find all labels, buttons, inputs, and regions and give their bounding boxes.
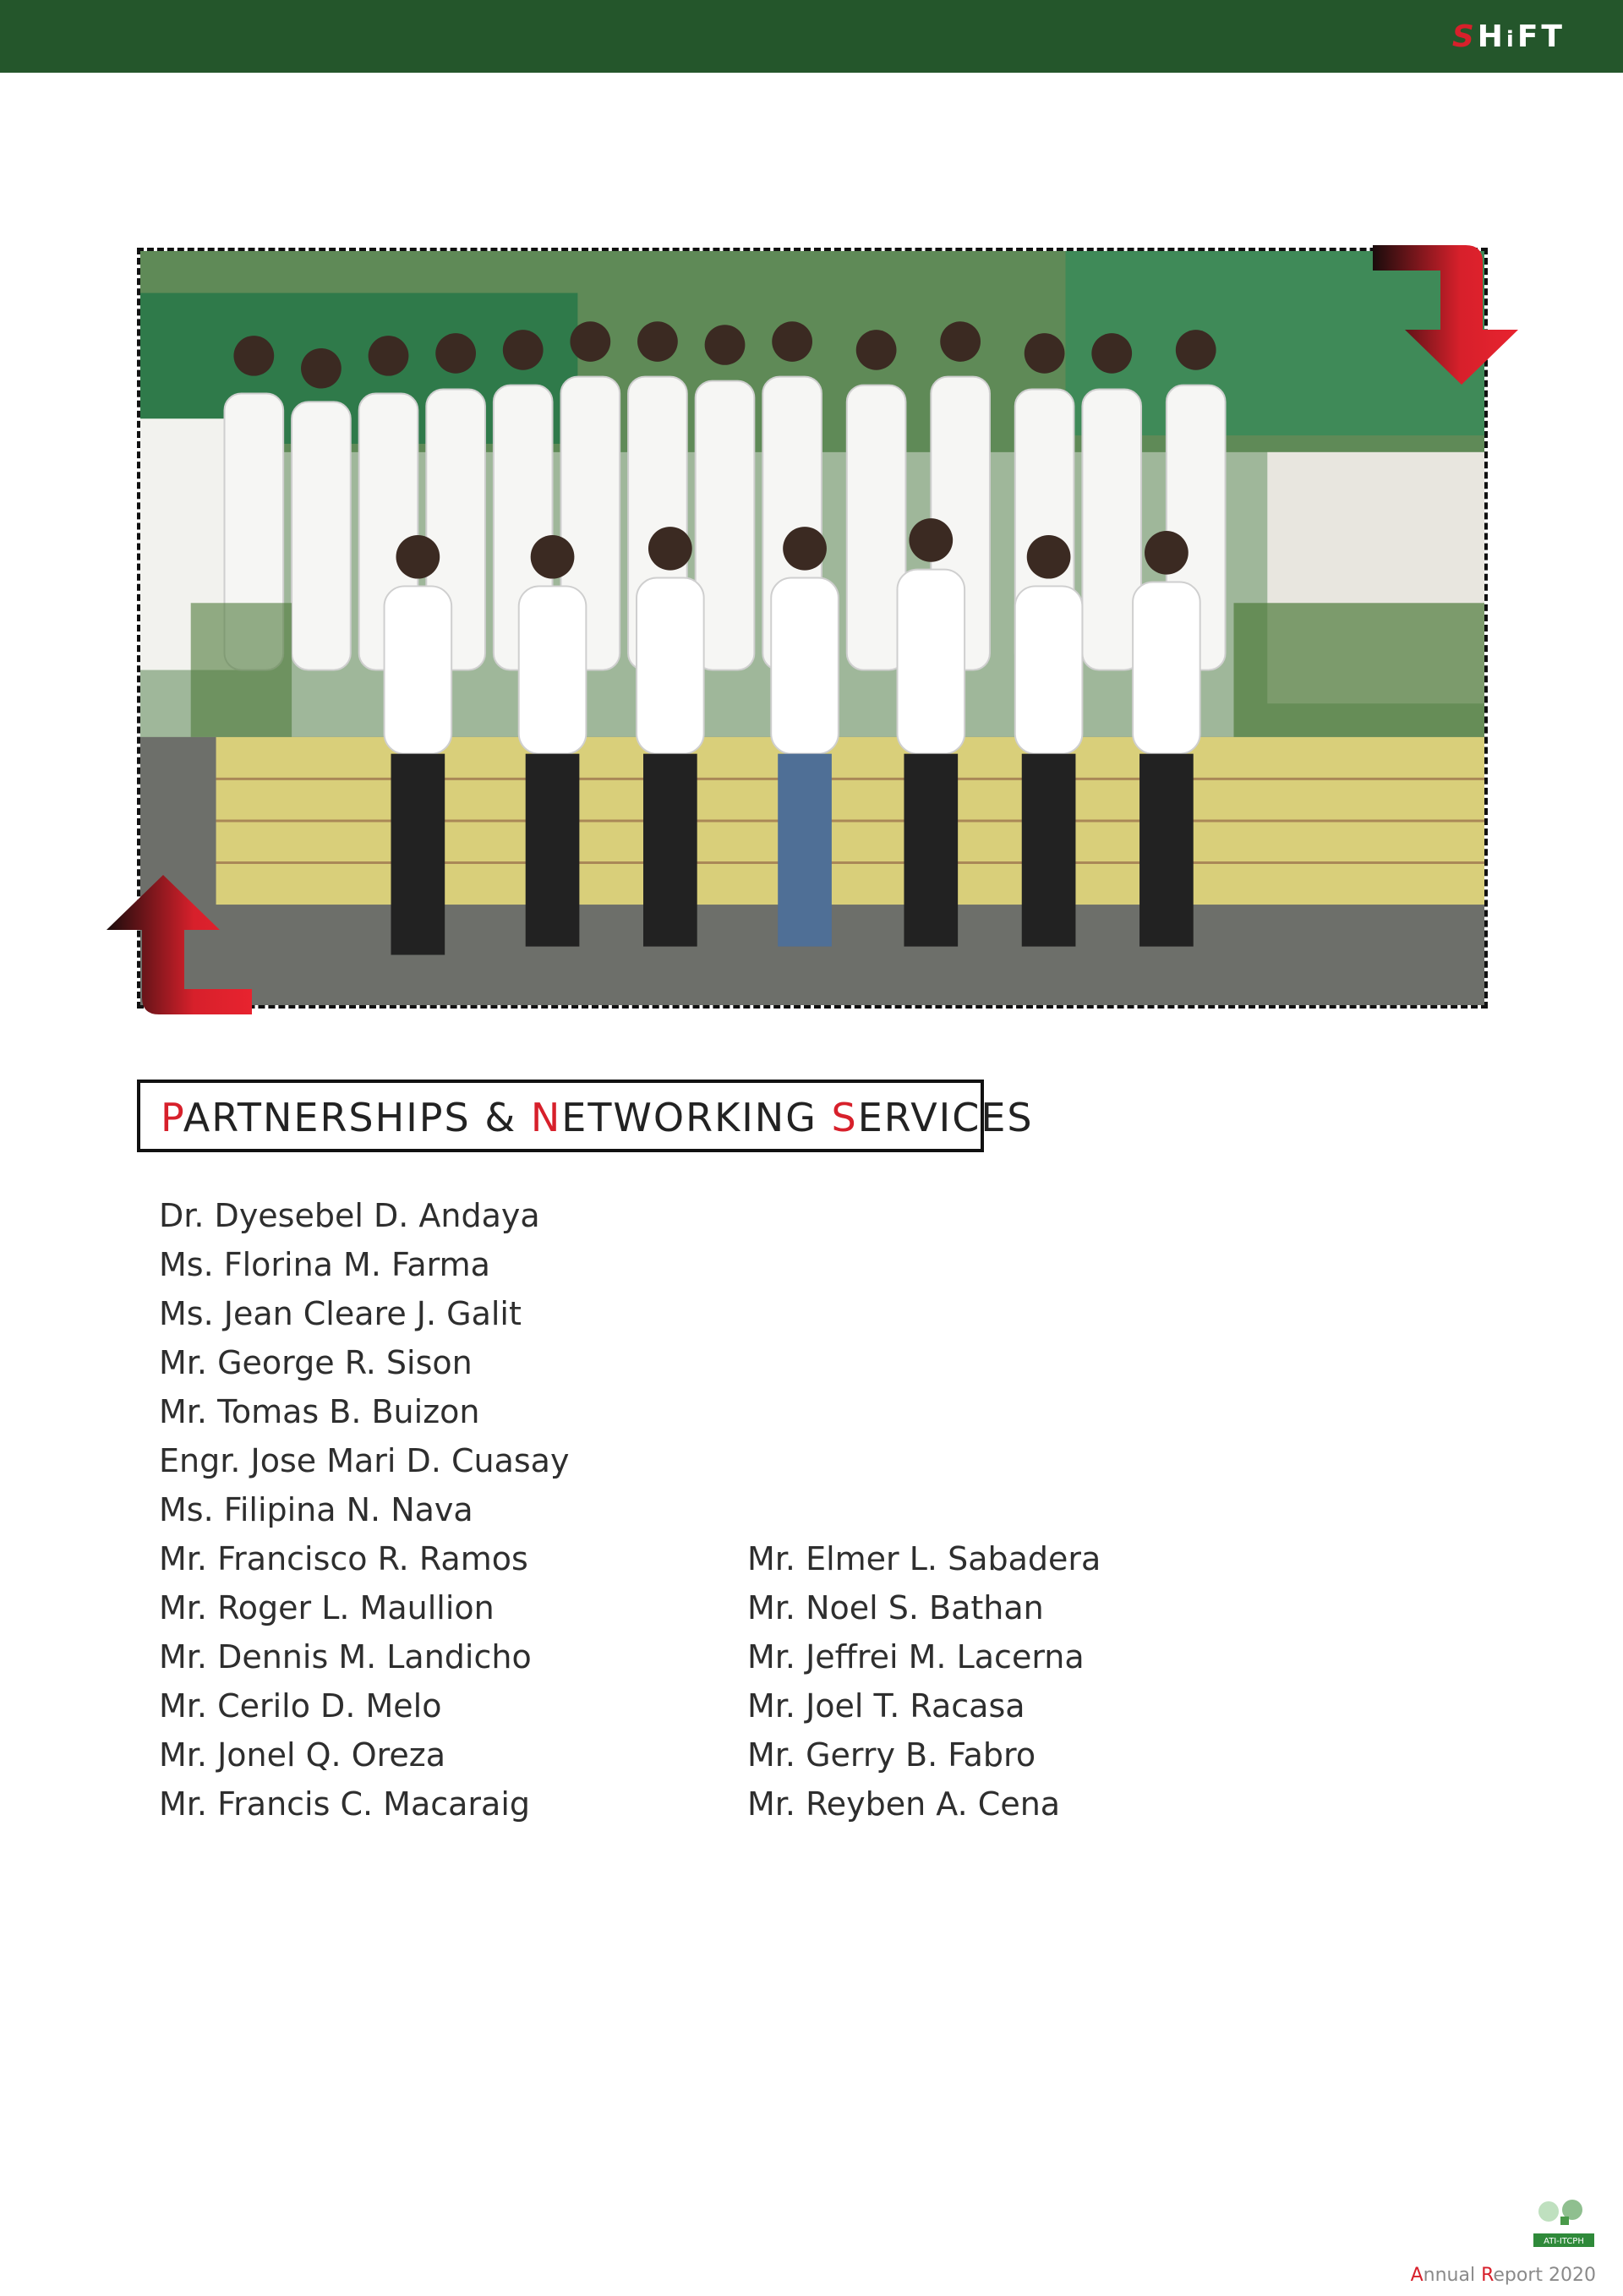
- header-bar: [0, 0, 1623, 73]
- title-part-1: ARTNERSHIPS &: [183, 1095, 531, 1140]
- footer-nnual: nnual: [1423, 2265, 1482, 2286]
- brand-letter-i: i: [1506, 27, 1517, 52]
- footer-a: A: [1410, 2265, 1424, 2286]
- staff-name: Ms. Filipina N. Nava: [159, 1491, 473, 1528]
- staff-name: Mr. Roger L. Maullion: [159, 1589, 495, 1626]
- ati-logo-icon: [1530, 2198, 1598, 2257]
- staff-name: Mr. Elmer L. Sabadera: [747, 1540, 1101, 1577]
- brand-logo: [1452, 19, 1566, 56]
- staff-name: Mr. Dennis M. Landicho: [159, 1638, 532, 1676]
- title-part-2: ETWORKING: [561, 1095, 832, 1140]
- staff-name: Mr. Cerilo D. Melo: [159, 1687, 442, 1725]
- logo-label: ATI-ITCPH: [1544, 2237, 1584, 2246]
- staff-name: Mr. Reyben A. Cena: [747, 1785, 1061, 1823]
- section-title: [161, 1095, 1034, 1140]
- staff-name: Mr. Francisco R. Ramos: [159, 1540, 528, 1577]
- arrow-up-icon: [100, 871, 252, 1014]
- title-initial-n: N: [530, 1095, 562, 1140]
- staff-name: Dr. Dyesebel D. Andaya: [159, 1197, 540, 1234]
- title-initial-s: S: [831, 1095, 858, 1140]
- title-initial-p: P: [161, 1095, 183, 1140]
- brand-letter-s: S: [1451, 19, 1478, 54]
- staff-name: Mr. Gerry B. Fabro: [747, 1736, 1036, 1774]
- brand-letters-ft: FT: [1516, 19, 1566, 54]
- footer-r: R: [1481, 2265, 1494, 2286]
- section-title-box: [137, 1080, 1034, 1152]
- staff-name: Engr. Jose Mari D. Cuasay: [159, 1442, 570, 1479]
- staff-name: Mr. Francis C. Macaraig: [159, 1785, 531, 1823]
- staff-name: Mr. Noel S. Bathan: [747, 1589, 1044, 1626]
- team-photo-illustration: [140, 251, 1484, 1005]
- staff-name: Mr. Joel T. Racasa: [747, 1687, 1025, 1725]
- staff-name: Mr. George R. Sison: [159, 1344, 473, 1381]
- staff-name: Mr. Tomas B. Buizon: [159, 1393, 480, 1430]
- staff-name: Ms. Jean Cleare J. Galit: [159, 1295, 522, 1332]
- footer-eport: eport 2020: [1493, 2265, 1596, 2286]
- staff-name: Mr. Jeffrei M. Lacerna: [747, 1638, 1085, 1676]
- title-part-3: ERVICES: [857, 1095, 1034, 1140]
- staff-name: Ms. Florina M. Farma: [159, 1246, 490, 1283]
- arrow-down-icon: [1373, 245, 1525, 389]
- footer-annual-report: [1411, 2265, 1596, 2286]
- staff-name: Mr. Jonel Q. Oreza: [159, 1736, 446, 1774]
- brand-letter-h: H: [1477, 19, 1506, 54]
- team-photo: [137, 248, 1488, 1009]
- ati-itcph-logo: [1530, 2198, 1598, 2257]
